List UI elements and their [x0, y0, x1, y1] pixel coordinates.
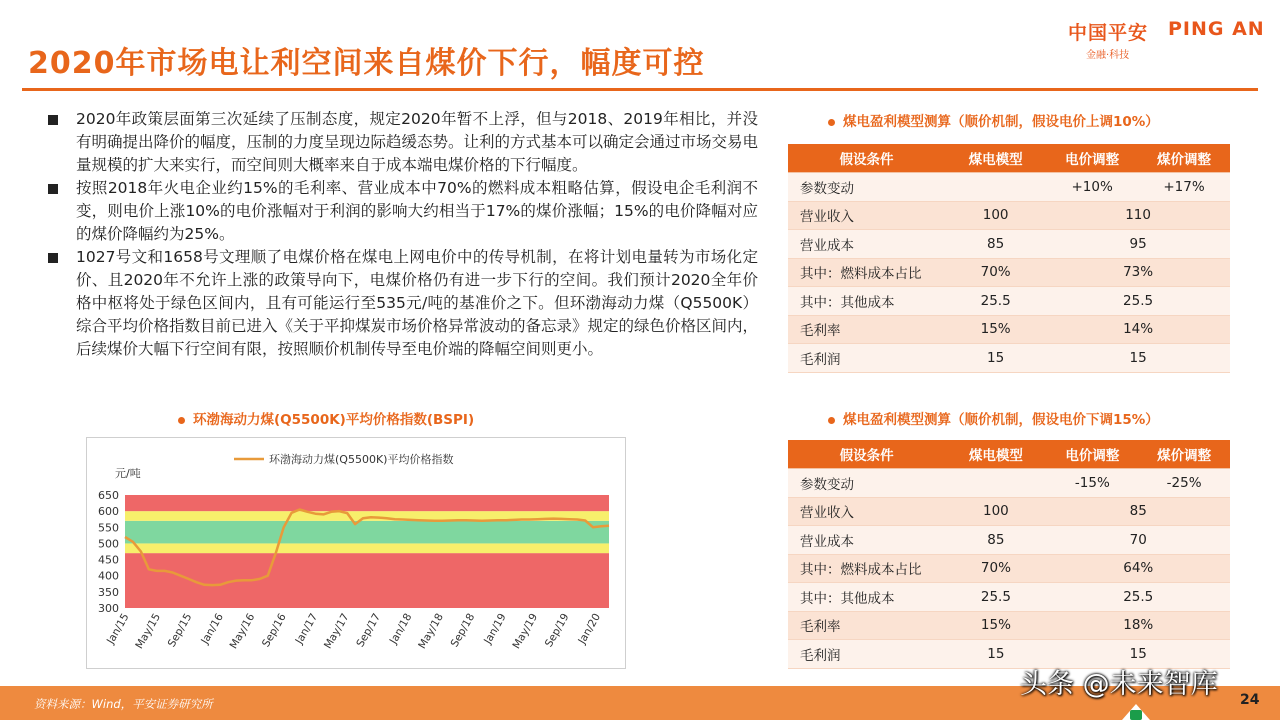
- x-tick-label: Sep/16: [259, 611, 289, 650]
- table1: [788, 144, 1230, 373]
- x-tick-label: Jan/15: [104, 611, 132, 647]
- table-cell: 营业成本: [788, 230, 945, 259]
- page-number: 24: [1240, 692, 1260, 708]
- table-row: [788, 230, 1230, 259]
- table-cell: 85: [945, 526, 1046, 555]
- table-cell: 70: [1046, 526, 1230, 555]
- table-header-cell: 电价调整: [1046, 440, 1138, 469]
- table-cell: 25.5: [1046, 583, 1230, 612]
- chart-section-title-text: 环渤海动力煤(Q5500K)平均价格指数(BSPI): [193, 412, 475, 428]
- table-row: [788, 497, 1230, 526]
- x-tick-label: May/17: [321, 611, 352, 651]
- table-cell: 64%: [1046, 554, 1230, 583]
- table-cell: -15%: [1046, 469, 1138, 498]
- table-cell: 73%: [1046, 258, 1230, 287]
- y-tick-label: 400: [98, 569, 119, 583]
- table-cell: 参数变动: [788, 469, 945, 498]
- y-tick-label: 650: [98, 489, 119, 502]
- table-header-cell: 煤电模型: [945, 144, 1046, 173]
- table-cell: +10%: [1046, 173, 1138, 202]
- bullet-text: 按照2018年火电企业约15%的毛利率、营业成本中70%的燃料成本粗略估算，假设电企毛利润不变，则电价上涨10%的电价涨幅对于利润的影响大约相当于17%的煤价涨幅；15%的电价降幅对应的煤价降幅约为25%。: [76, 179, 758, 243]
- y-tick-label: 600: [98, 505, 119, 519]
- y-tick-label: 550: [98, 521, 119, 535]
- bullet-square-icon: [48, 115, 58, 125]
- x-tick-label: Sep/18: [448, 611, 478, 650]
- table-header-cell: 煤价调整: [1138, 440, 1230, 469]
- table-cell: 毛利润: [788, 344, 945, 373]
- table-cell: 参数变动: [788, 173, 945, 202]
- table1-title-text: 煤电盈利模型测算（顺价机制，假设电价上调10%）: [843, 114, 1159, 130]
- table-cell: [945, 469, 1046, 498]
- x-tick-label: Jan/20: [576, 611, 604, 647]
- table-cell: 毛利润: [788, 640, 945, 669]
- watermark-text: 头条 @未来智库: [1020, 669, 1218, 700]
- table-row: [788, 554, 1230, 583]
- x-tick-label: May/15: [133, 611, 164, 651]
- title-divider: [22, 88, 1258, 91]
- table-cell: 70%: [945, 258, 1046, 287]
- y-tick-label: 450: [98, 553, 119, 567]
- table-row: [788, 173, 1230, 202]
- table-row: [788, 469, 1230, 498]
- x-tick-label: May/19: [510, 611, 541, 651]
- orange-dot-icon: [828, 119, 835, 126]
- x-tick-label: Jan/18: [387, 611, 415, 647]
- logo-sub-text: 金融·科技: [1086, 50, 1130, 61]
- table-cell: -25%: [1138, 469, 1230, 498]
- x-tick-label: Sep/19: [542, 611, 572, 650]
- price-band: [125, 553, 609, 608]
- y-tick-label: 300: [98, 602, 119, 615]
- table-cell: 25.5: [1046, 287, 1230, 316]
- bullet-square-icon: [48, 184, 58, 194]
- table-row: [788, 611, 1230, 640]
- table-cell: 95: [1046, 230, 1230, 259]
- table-cell: 15%: [945, 315, 1046, 344]
- bullet-item: [46, 246, 758, 361]
- table-header-cell: 煤电模型: [945, 440, 1046, 469]
- y-tick-label: 500: [98, 537, 119, 551]
- table-cell: 营业成本: [788, 526, 945, 555]
- table-row: [788, 315, 1230, 344]
- table-cell: 15: [1046, 344, 1230, 373]
- x-tick-label: Sep/15: [165, 611, 195, 650]
- logo-cn-text: 中国平安: [1068, 22, 1149, 44]
- x-tick-label: Jan/19: [481, 611, 509, 647]
- table-row: [788, 201, 1230, 230]
- table2-title: [828, 408, 1159, 428]
- price-band: [125, 495, 609, 511]
- table-cell: 100: [945, 497, 1046, 526]
- table-cell: 14%: [1046, 315, 1230, 344]
- legend-label: 环渤海动力煤(Q5500K)平均价格指数: [269, 453, 454, 466]
- table-cell: +17%: [1138, 173, 1230, 202]
- table-row: [788, 287, 1230, 316]
- table-cell: 85: [1046, 497, 1230, 526]
- x-tick-label: Jan/17: [293, 611, 321, 647]
- table-row: [788, 344, 1230, 373]
- table-cell: 85: [945, 230, 1046, 259]
- x-tick-label: May/16: [227, 611, 258, 651]
- logo-en-text: PING AN: [1168, 18, 1265, 40]
- price-index-chart: [86, 437, 626, 669]
- table-cell: 18%: [1046, 611, 1230, 640]
- price-band: [125, 521, 609, 544]
- table-cell: 15: [1046, 640, 1230, 669]
- y-axis-unit: 元/吨: [115, 467, 141, 480]
- bullet-text: 1027号文和1658号文理顺了电煤价格在煤电上网电价中的传导机制，在将计划电量转为市场化定价、且2020年不允许上涨的政策导向下，电煤价格仍有进一步下行的空间。我们预计2020全年价格中枢将处于绿色区间内，且有可能运行至535元/吨的基准价之下。但环渤海动力煤（Q5500K）综合平均价格指数目前已进入《关于平抑煤炭市场价格异常波动的备忘录》规定的绿色价格区间内，后续煤价大幅下行空间有限，按照顺价机制传导至电价端的降幅空间则更小。: [76, 248, 759, 358]
- table-cell: 营业收入: [788, 497, 945, 526]
- table-row: [788, 583, 1230, 612]
- chart-section-title: [178, 408, 474, 428]
- table-cell: 25.5: [945, 287, 1046, 316]
- x-tick-label: May/18: [416, 611, 446, 651]
- bullet-list: [46, 108, 758, 361]
- table-header-cell: 煤价调整: [1138, 144, 1230, 173]
- table2: [788, 440, 1230, 669]
- table-cell: 其中：其他成本: [788, 583, 945, 612]
- orange-dot-icon: [178, 417, 185, 424]
- bullet-text: 2020年政策层面第三次延续了压制态度，规定2020年暂不上浮，但与2018、2019年相比，并没有明确提出降价的幅度，压制的力度呈现边际趋缓态势。让利的方式基本可以确定会通过市场交易电量规模的扩大来实行，而空间则大概率来自于成本端电煤价格的下行幅度。: [76, 110, 759, 174]
- x-tick-label: Jan/16: [198, 611, 226, 647]
- table-cell: [945, 173, 1046, 202]
- pingan-logo: [1068, 14, 1268, 64]
- table-row: [788, 526, 1230, 555]
- table-cell: 营业收入: [788, 201, 945, 230]
- table-header-cell: 电价调整: [1046, 144, 1138, 173]
- table-cell: 毛利率: [788, 611, 945, 640]
- bullet-item: [46, 177, 758, 246]
- table-cell: 其中：其他成本: [788, 287, 945, 316]
- table-cell: 15: [945, 344, 1046, 373]
- table-cell: 其中：燃料成本占比: [788, 554, 945, 583]
- table-cell: 15%: [945, 611, 1046, 640]
- table-cell: 110: [1046, 201, 1230, 230]
- table-cell: 15: [945, 640, 1046, 669]
- bullet-square-icon: [48, 253, 58, 263]
- y-tick-label: 350: [98, 585, 119, 599]
- table-cell: 100: [945, 201, 1046, 230]
- table-cell: 70%: [945, 554, 1046, 583]
- table2-title-text: 煤电盈利模型测算（顺价机制，假设电价下调15%）: [843, 412, 1159, 428]
- price-band: [125, 543, 609, 553]
- table-header-cell: 假设条件: [788, 144, 945, 173]
- table-cell: 其中：燃料成本占比: [788, 258, 945, 287]
- table1-title: [828, 110, 1159, 130]
- table-cell: 毛利率: [788, 315, 945, 344]
- x-tick-label: Sep/17: [354, 611, 384, 650]
- table-header-cell: 假设条件: [788, 440, 945, 469]
- bullet-item: [46, 108, 758, 177]
- table-cell: 25.5: [945, 583, 1046, 612]
- orange-dot-icon: [828, 417, 835, 424]
- table-row: [788, 258, 1230, 287]
- footer-source: 资料来源：Wind，平安证券研究所: [34, 697, 213, 711]
- page-title: 2020年市场电让利空间来自煤价下行，幅度可控: [28, 46, 705, 81]
- chart-svg: [87, 438, 625, 668]
- green-leaf-icon: [1130, 710, 1142, 720]
